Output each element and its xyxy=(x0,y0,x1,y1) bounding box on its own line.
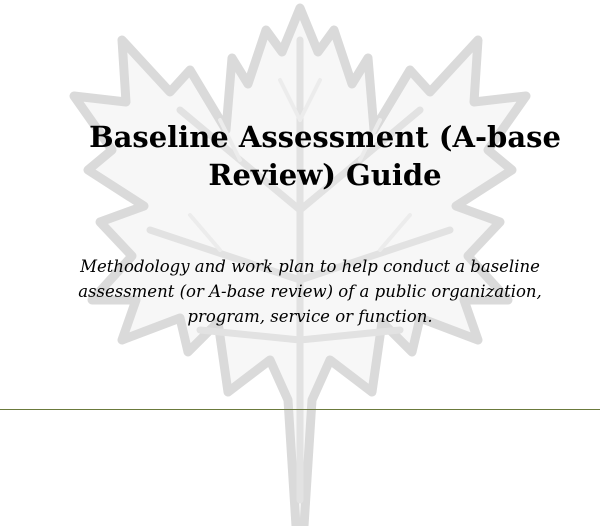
document-title: Baseline Assessment (A-base Review) Guide xyxy=(89,120,561,192)
horizontal-divider xyxy=(0,409,600,410)
document-subtitle: Methodology and work plan to help conduct a baseline assessment (or A-base review) of a public organization, program, service or function. xyxy=(78,257,542,326)
